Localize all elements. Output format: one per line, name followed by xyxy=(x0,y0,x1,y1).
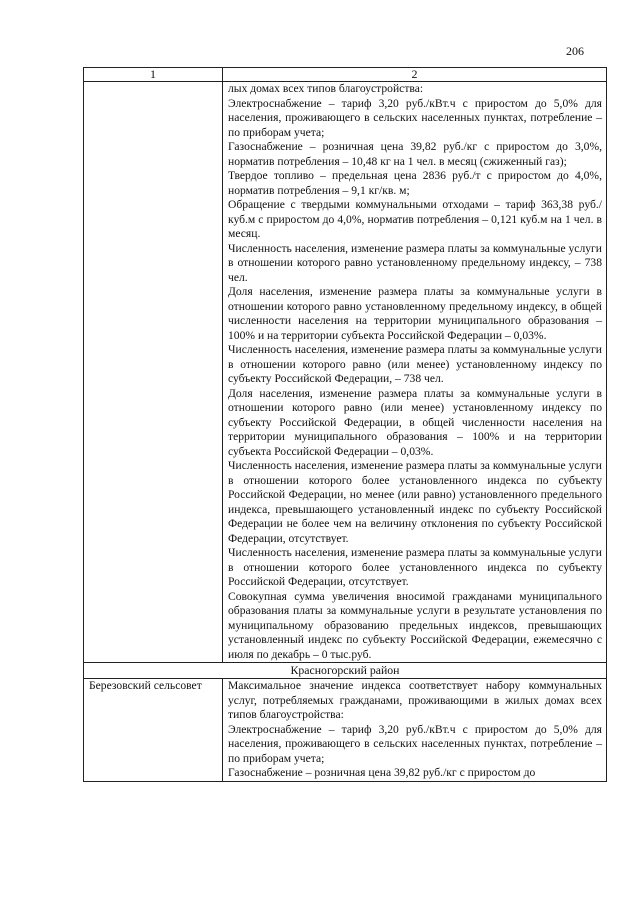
paragraph: Численность населения, изменение размера платы за коммунальные услуги в отношении которого более установленного индекса по субъекту Российской Федерации, отсутствует. xyxy=(228,546,602,588)
paragraph: лых домах всех типов благоустройства: xyxy=(228,82,424,95)
paragraph: Электроснабжение – тариф 3,20 руб./кВт.ч с приростом до 5,0% для населения, проживающего в сельских населенных пунктах, потребление – по приборам учета; xyxy=(228,96,602,139)
paragraph: Численность населения, изменение размера платы за коммунальные услуги в отношении которого более установленного индекса по субъекту Российской Федерации, но менее (или равно) установленного предельного индекса, превышающего установленный индекс по субъекту Российской Федерации не более чем на величину отклонения по субъекту Российской Федерации, отсутствует. xyxy=(228,459,602,545)
row2-col1: Березовский сельсовет xyxy=(84,679,223,782)
paragraph: Газоснабжение – розничная цена 39,82 руб./кг с приростом до xyxy=(228,766,536,779)
table-row xyxy=(84,679,607,782)
paragraph: Доля населения, изменение размера платы за коммунальные услуги в отношении которого равно (или менее) установленному индексу по субъекту Российской Федерации, в общей численности населения на территории муниципального образования – 100% и на территории субъекта Российской Федерации – 0,03%. xyxy=(228,386,602,458)
row2-text xyxy=(223,679,607,782)
paragraph: Доля населения, изменение размера платы за коммунальные услуги в отношении которого равно установленному предельному индексу, в общей численности населения на территории муниципального образования – 100% и на территории субъекта Российской Федерации – 0,03%. xyxy=(228,285,602,342)
table-header-row xyxy=(84,68,607,82)
page-number: 206 xyxy=(566,44,584,58)
row1-col1 xyxy=(84,82,223,663)
document-table xyxy=(83,67,607,782)
paragraph: Совокупная сумма увеличения вносимой гражданами муниципального образования платы за коммунальные услуги в результате установления по муниципальному образованию предельных индексов, превышающих установленный индекс по субъекту Российской Федерации, ежемесячно с июля по декабрь – 0 тыс.руб. xyxy=(228,589,602,661)
paragraph: Обращение с твердыми коммунальными отходами – тариф 363,38 руб./куб.м с приростом до 4,0%, норматив потребления – 0,121 куб.м на 1 чел. в месяц. xyxy=(228,198,602,240)
header-col-1: 1 xyxy=(84,68,223,82)
table-row xyxy=(84,82,607,663)
district-name: Красногорский район xyxy=(84,663,607,679)
paragraph: Максимальное значение индекса соответствует набору коммунальных услуг, потребляемых гражданами, проживающими в жилых домах всех типов благоустройства: xyxy=(228,679,602,721)
district-row xyxy=(84,663,607,679)
header-col-2: 2 xyxy=(223,68,607,82)
paragraph: Численность населения, изменение размера платы за коммунальные услуги в отношении которого равно установленному предельному индексу, – 738 чел. xyxy=(228,241,602,284)
paragraph: Численность населения, изменение размера платы за коммунальные услуги в отношении которого равно (или менее) установленному индексу по субъекту Российской Федерации, – 738 чел. xyxy=(228,343,602,385)
row1-text xyxy=(223,82,607,663)
paragraph: Электроснабжение – тариф 3,20 руб./кВт.ч с приростом до 5,0% для населения, проживающего в сельских населенных пунктах, потребление – по приборам учета; xyxy=(228,722,602,765)
paragraph: Твердое топливо – предельная цена 2836 руб./т с приростом до 4,0%, норматив потребления – 9,1 кг/кв. м; xyxy=(228,169,602,197)
paragraph: Газоснабжение – розничная цена 39,82 руб./кг с приростом до 3,0%, норматив потребления – 10,48 кг на 1 чел. в месяц (сжиженный газ); xyxy=(228,140,602,168)
